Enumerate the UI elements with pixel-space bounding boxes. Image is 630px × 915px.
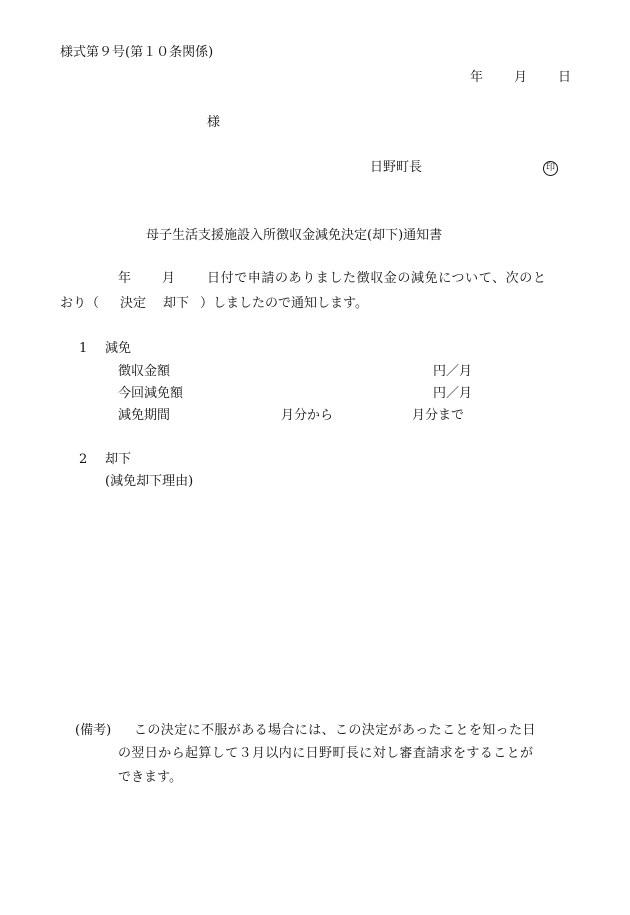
date-day: 日 bbox=[558, 70, 572, 85]
addressee-suffix: 様 bbox=[207, 115, 221, 130]
remarks-label: (備考) bbox=[75, 723, 112, 738]
remarks-line3: できます。 bbox=[118, 770, 182, 785]
collection-amount-unit: 円／月 bbox=[433, 364, 473, 379]
reduction-period-label: 減免期間 bbox=[118, 408, 171, 423]
section1-heading: 減免 bbox=[105, 341, 132, 356]
form-number: 様式第９号(第１０条関係) bbox=[60, 45, 214, 60]
section2-heading: 却下 bbox=[105, 452, 132, 467]
intro-line2-end: ）しましたので通知します。 bbox=[200, 296, 368, 311]
intro-month: 月 bbox=[162, 271, 176, 286]
section1-number: 1 bbox=[79, 341, 88, 356]
rejection-reason-label: (減免却下理由) bbox=[105, 474, 194, 489]
intro-line1-text: 日付で申請のありました徴収金の減免について、次のと bbox=[207, 271, 547, 286]
collection-amount-label: 徴収金額 bbox=[118, 364, 171, 379]
date-year: 年 bbox=[470, 70, 484, 85]
choice-rejection: 却下 bbox=[163, 296, 190, 311]
date-month: 月 bbox=[514, 70, 528, 85]
intro-line2-start: おり（ bbox=[60, 296, 100, 311]
section2-number: 2 bbox=[79, 452, 88, 467]
choice-decision: 決定 bbox=[120, 296, 147, 311]
period-from: 月分から bbox=[281, 408, 334, 423]
issuer-name: 日野町長 bbox=[370, 160, 423, 175]
reduction-amount-label: 今回減免額 bbox=[118, 386, 184, 401]
document-title: 母子生活支援施設入所徴収金減免決定(却下)通知書 bbox=[146, 228, 443, 243]
reduction-amount-unit: 円／月 bbox=[433, 386, 473, 401]
remarks-line1: この決定に不服がある場合には、この決定があったことを知った日 bbox=[134, 723, 536, 738]
remarks-line2: の翌日から起算して３月以内に日野町長に対し審査請求をすることが bbox=[118, 746, 534, 761]
seal-mark bbox=[543, 159, 558, 176]
period-to: 月分まで bbox=[412, 408, 465, 423]
intro-year: 年 bbox=[118, 271, 132, 286]
seal-icon: 印 bbox=[543, 161, 558, 176]
